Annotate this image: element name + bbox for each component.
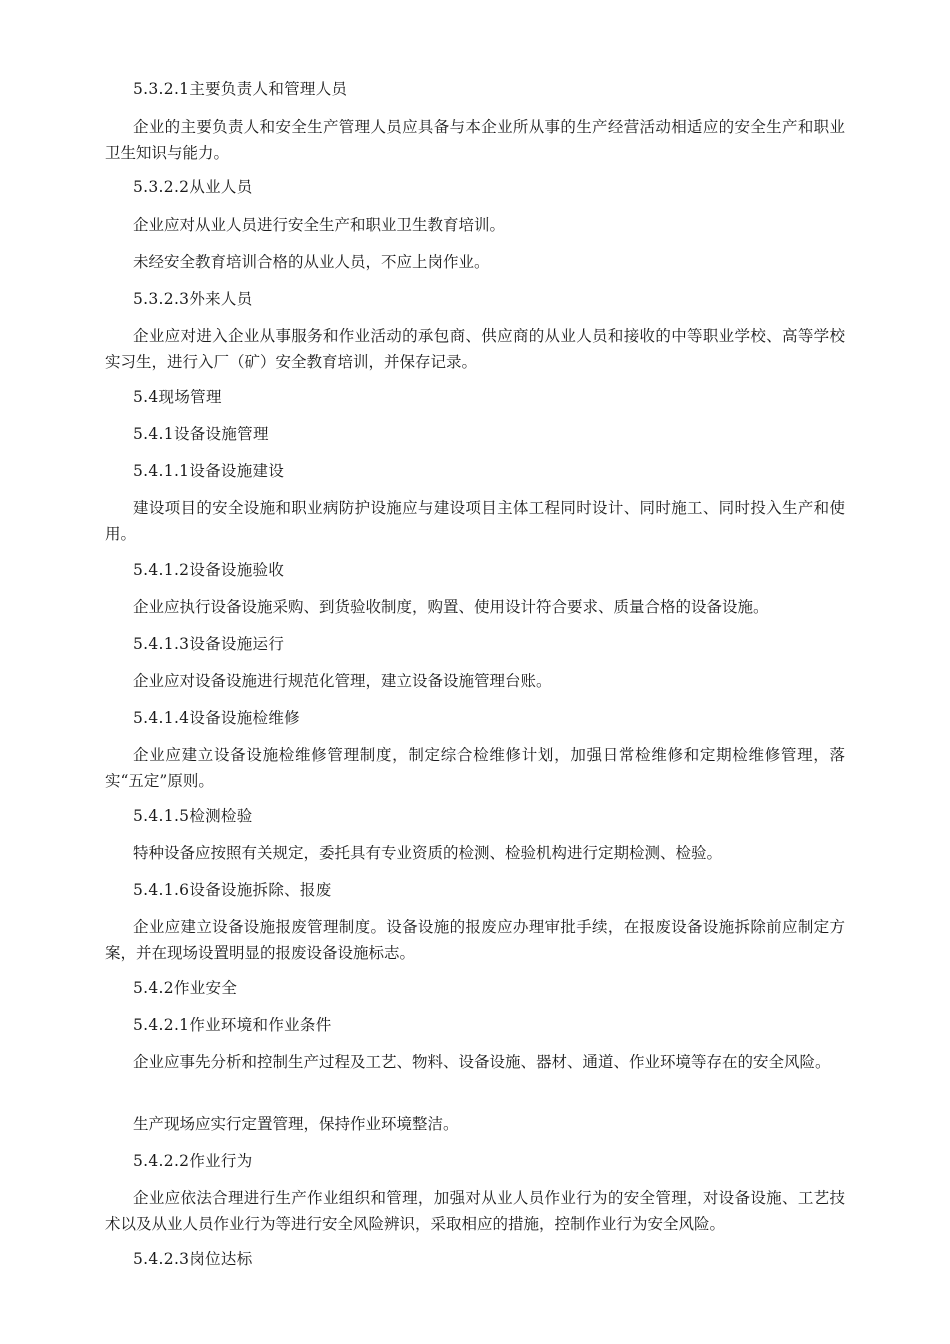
paragraph: 企业应事先分析和控制生产过程及工艺、物料、设备设施、器材、通道、作业环境等存在的安全风险。	[133, 1053, 831, 1071]
paragraph: 企业应依法合理进行生产作业组织和管理，加强对从业人员作业行为的安全管理，对设备设施、工艺技术以及从业人员作业行为等进行安全风险辨识，采取相应的措施，控制作业行为安全风险。	[105, 1189, 845, 1233]
paragraph: 建设项目的安全设施和职业病防护设施应与建设项目主体工程同时设计、同时施工、同时投入生产和使用。	[105, 499, 845, 543]
paragraph: 企业应对进入企业从事服务和作业活动的承包商、供应商的从业人员和接收的中等职业学校、高等学校实习生，进行入厂（矿）安全教育培训，并保存记录。	[105, 327, 845, 371]
paragraph: 未经安全教育培训合格的从业人员，不应上岗作业。	[133, 253, 490, 271]
paragraph: 生产现场应实行定置管理，保持作业环境整洁。	[133, 1115, 459, 1133]
paragraph: 企业应建立设备设施报废管理制度。设备设施的报废应办理审批手续，在报废设备设施拆除前应制定方案，并在现场设置明显的报废设备设施标志。	[105, 918, 845, 962]
section-heading: 5.4.1设备设施管理	[133, 425, 269, 443]
paragraph: 特种设备应按照有关规定，委托具有专业资质的检测、检验机构进行定期检测、检验。	[133, 844, 723, 862]
section-heading: 5.4.2.3岗位达标	[133, 1250, 253, 1268]
paragraph: 企业应建立设备设施检维修管理制度，制定综合检维修计划，加强日常检维修和定期检维修管理，落实“五定”原则。	[105, 746, 845, 790]
section-heading: 5.4.1.1设备设施建设	[133, 462, 285, 480]
section-heading: 5.4.2.2作业行为	[133, 1152, 253, 1170]
paragraph: 企业的主要负责人和安全生产管理人员应具备与本企业所从事的生产经营活动相适应的安全生产和职业卫生知识与能力。	[105, 118, 845, 162]
paragraph: 企业应对设备设施进行规范化管理，建立设备设施管理台账。	[133, 672, 552, 690]
section-heading: 5.4.1.4设备设施检维修	[133, 709, 300, 727]
section-heading: 5.4.1.3设备设施运行	[133, 635, 285, 653]
paragraph: 企业应对从业人员进行安全生产和职业卫生教育培训。	[133, 216, 506, 234]
section-heading: 5.3.2.3外来人员	[133, 290, 253, 308]
section-heading: 5.4.1.6设备设施拆除、报废	[133, 881, 332, 899]
paragraph: 企业应执行设备设施采购、到货验收制度，购置、使用设计符合要求、质量合格的设备设施。	[133, 598, 769, 616]
section-heading: 5.3.2.2从业人员	[133, 178, 253, 196]
section-heading: 5.4.1.5检测检验	[133, 807, 253, 825]
section-heading: 5.3.2.1主要负责人和管理人员	[133, 80, 348, 98]
section-heading: 5.4.1.2设备设施验收	[133, 561, 285, 579]
section-heading: 5.4.2.1作业环境和作业条件	[133, 1016, 332, 1034]
section-heading: 5.4现场管理	[133, 388, 222, 406]
section-heading: 5.4.2作业安全	[133, 979, 238, 997]
